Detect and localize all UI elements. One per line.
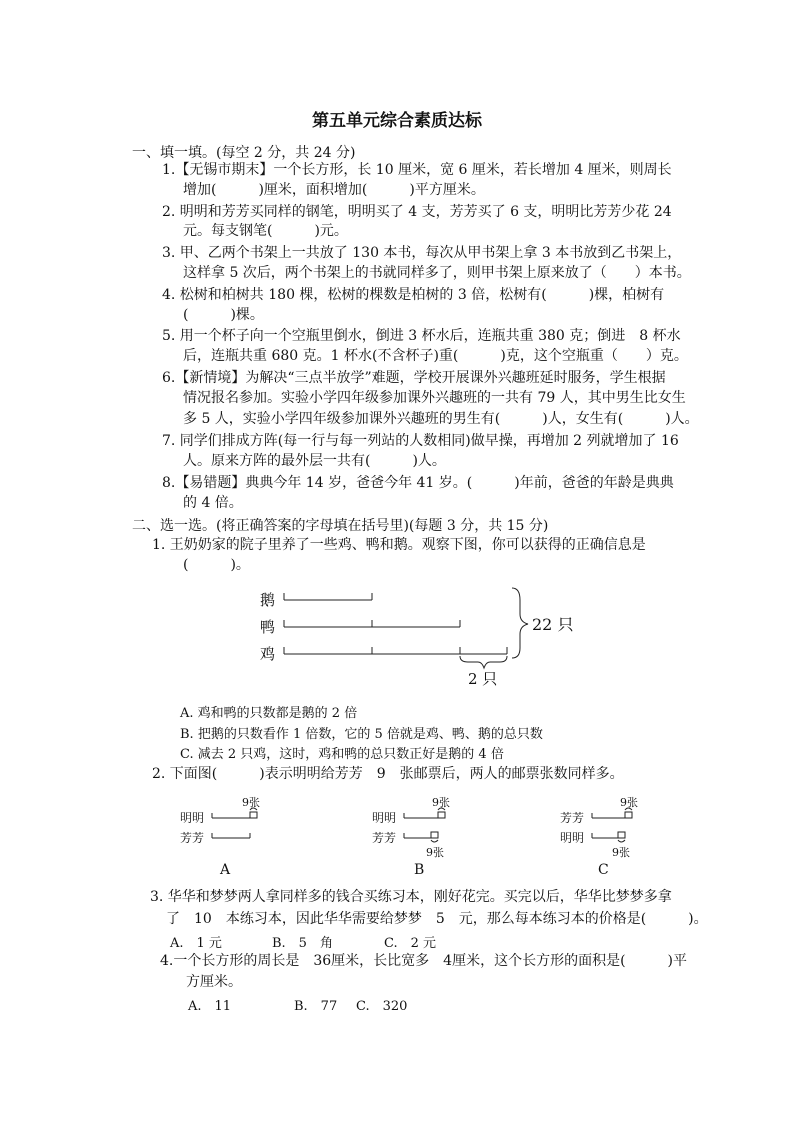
figure-c-letter: C <box>598 862 609 878</box>
figure-c-mark-bottom: 9张 <box>612 846 630 859</box>
page-title: 第五单元综合素质达标 <box>312 111 482 131</box>
question-1-4-line2: ( )棵。 <box>183 307 264 323</box>
section1-header: 一、填一填。(每空 2 分，共 24 分) <box>132 145 356 161</box>
option-2-1-a: A. 鸡和鸭的只数都是鹅的 2 倍 <box>180 706 358 721</box>
section2-header: 二、选一选。(将正确答案的字母填在括号里)(每题 3 分，共 15 分) <box>132 518 549 534</box>
question-1-4-line1: 4. 松树和柏树共 180 棵，松树的棵数是柏树的 3 倍，松树有( )棵，柏树有 <box>162 287 665 303</box>
question-2-3-line1: 3. 华华和梦梦两人拿同样多的钱合买练习本，刚好花完。买完以后，华华比梦梦多拿 <box>150 889 672 905</box>
figure-a <box>178 794 288 880</box>
question-1-7-line1: 7. 同学们排成方阵(每一行与每一列站的人数相同)做早操，再增加 2 列就增加了 16 <box>162 433 679 449</box>
figure-a-bottom-label: 芳芳 <box>180 831 205 845</box>
question-1-6-line3: 多 5 人，实验小学四年级参加课外兴趣班的男生有( )人，女生有( )人。 <box>183 411 699 427</box>
total-label: 22 只 <box>532 615 574 634</box>
figure-a-top-label: 明明 <box>180 811 205 825</box>
figure-b-bottom-label: 芳芳 <box>372 831 397 845</box>
option-2-1-b: B. 把鹅的只数看作 1 倍数，它的 5 倍就是鸡、鸭、鹅的总只数 <box>180 727 543 742</box>
row-label-duck: 鸭 <box>260 618 276 636</box>
question-1-5-line2: 后，连瓶共重 680 克。1 杯水(不含杯子)重( )克，这个空瓶重（ ）克。 <box>183 348 688 364</box>
question-1-6-line2: 情况报名参加。实验小学四年级参加课外兴趣班的一共有 79 人，其中男生比女生 <box>183 390 686 406</box>
question-1-1-line1: 1.【无锡市期末】一个长方形，长 10 厘米，宽 6 厘米，若长增加 4 厘米，则周长 <box>162 162 672 178</box>
question-2-2: 2. 下面图( )表示明明给芳芳 9 张邮票后，两人的邮票张数同样多。 <box>152 766 624 782</box>
question-2-1-line1: 1. 王奶奶家的院子里养了一些鸡、鸭和鹅。观察下图，你可以获得的正确信息是 <box>152 537 646 553</box>
question-2-4-line1: 4.一个长方形的周长是 36厘米，长比宽多 4厘米，这个长方形的面积是( )平 <box>160 953 688 969</box>
question-1-2-line1: 2. 明明和芳芳买同样的钢笔，明明买了 4 支，芳芳买了 6 支，明明比芳芳少花 24 <box>162 204 672 220</box>
segment-diagram <box>240 578 580 690</box>
figure-b-top-label: 明明 <box>372 811 397 825</box>
question-1-2-line2: 元。每支钢笔( )元。 <box>183 223 348 239</box>
option-2-3-a: A. 1 元 <box>170 936 222 951</box>
figure-c <box>560 794 670 880</box>
question-1-3-line2: 这样拿 5 次后，两个书架上的书就同样多了，则甲书架上原来放了（ ）本书。 <box>183 265 691 281</box>
option-2-1-c: C. 减去 2 只鸡，这时，鸡和鸭的总只数正好是鹅的 4 倍 <box>180 747 504 762</box>
figure-c-bottom-label: 明明 <box>560 831 585 845</box>
question-1-3-line1: 3. 甲、乙两个书架上一共放了 130 本书，每次从甲书架上拿 3 本书放到乙书架上， <box>162 245 682 261</box>
option-2-3-c: C. 2 元 <box>384 936 437 951</box>
option-2-4-b: B. 77 <box>294 999 338 1014</box>
question-1-8-line2: 的 4 倍。 <box>183 495 243 511</box>
question-1-5-line1: 5. 用一个杯子向一个空瓶里倒水，倒进 3 杯水后，连瓶共重 380 克；倒进 8 杯水 <box>162 328 681 344</box>
option-2-3-b: B. 5 角 <box>272 936 333 951</box>
figure-c-top-label: 芳芳 <box>560 811 585 825</box>
row-label-goose: 鹅 <box>260 591 276 609</box>
question-1-1-line2: 增加( )厘米，面积增加( )平方厘米。 <box>183 182 485 198</box>
figure-a-letter: A <box>220 862 231 878</box>
question-2-4-line2: 方厘米。 <box>186 974 242 990</box>
figure-b <box>370 794 480 880</box>
question-1-7-line2: 人。原来方阵的最外层一共有( )人。 <box>183 453 446 469</box>
figure-b-mark-top: 9张 <box>432 796 450 809</box>
option-2-4-a: A. 11 <box>188 999 232 1014</box>
row-label-chicken: 鸡 <box>260 645 276 663</box>
question-2-1-line2: ( )。 <box>183 557 250 573</box>
option-2-4-c: C. 320 <box>356 999 408 1014</box>
question-1-8-line1: 8.【易错题】典典今年 14 岁，爸爸今年 41 岁。( )年前，爸爸的年龄是典典 <box>162 475 674 491</box>
figure-b-mark-bottom: 9张 <box>426 846 444 859</box>
difference-label: 2 只 <box>468 670 498 688</box>
figure-c-mark-top: 9张 <box>620 796 638 809</box>
figure-a-mark-top: 9张 <box>242 796 260 809</box>
question-1-6-line1: 6.【新情境】为解决“三点半放学”难题，学校开展课外兴趣班延时服务，学生根据 <box>162 370 666 386</box>
figure-b-letter: B <box>414 862 425 878</box>
question-2-3-line2: 了 10 本练习本，因此华华需要给梦梦 5 元，那么每本练习本的价格是( )。 <box>166 911 708 927</box>
